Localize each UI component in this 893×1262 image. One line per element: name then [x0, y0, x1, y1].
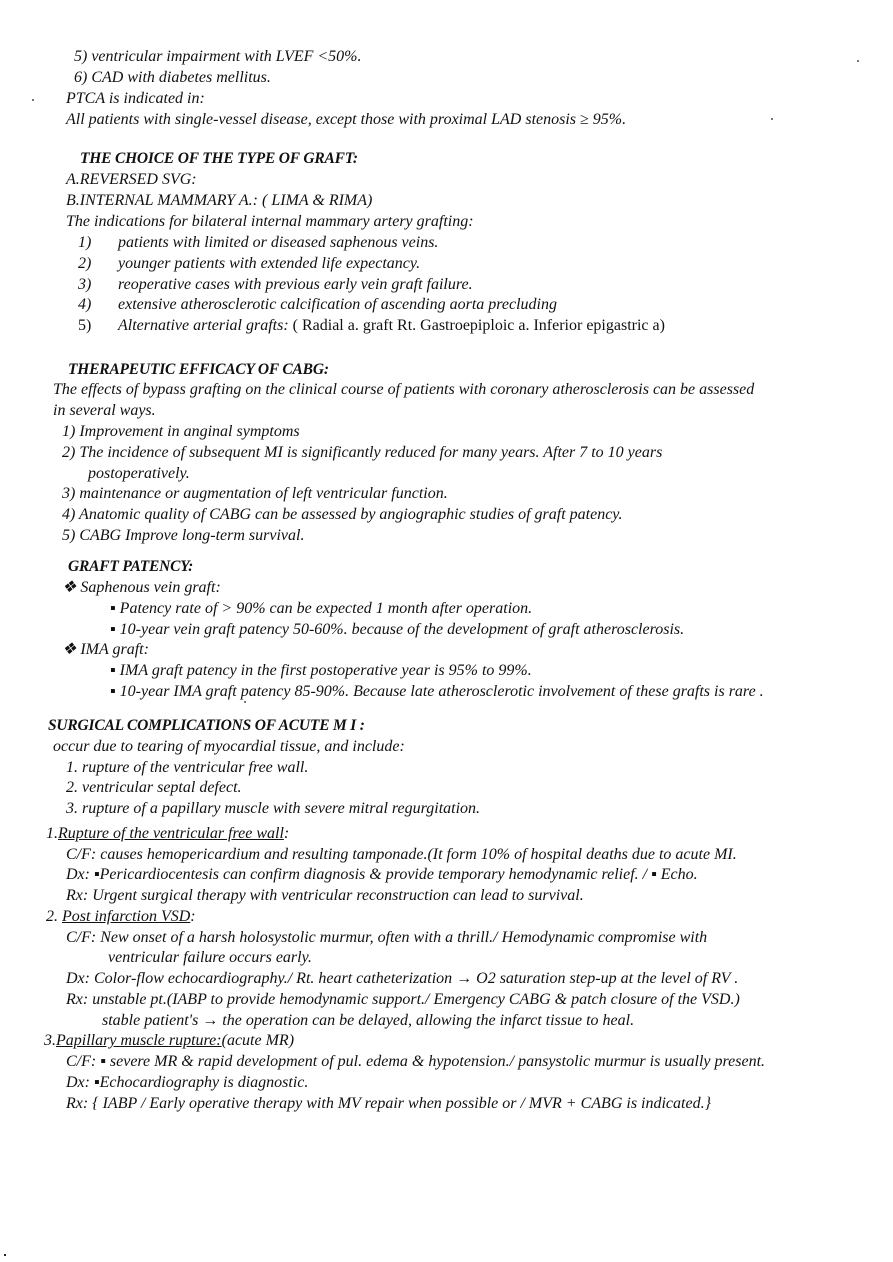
free-wall-rx: Rx: Urgent surgical therapy with ventricular reconstruction can lead to survival.	[66, 887, 584, 904]
free-wall-cf: C/F: causes hemopericardium and resulting tamponade.(It form 10% of hospital deaths due to acute MI.	[66, 846, 737, 863]
bilateral-item	[78, 295, 557, 315]
alternative-grafts-list: ( Radial a. graft Rt. Gastroepiploic a. Inferior epigastric a)	[288, 317, 665, 334]
bilateral-ima-title: The indications for bilateral internal mammary artery grafting:	[66, 213, 474, 230]
vsd-rx: Rx: unstable pt.(IABP to provide hemodynamic support./ Emergency CABG & patch closure of the VSD.)	[66, 991, 740, 1008]
saphenous-bullet: ▪ Patency rate of > 90% can be expected 1 month after operation.	[110, 600, 533, 617]
papillary-rupture-title	[44, 1031, 294, 1051]
graft-choice-heading: THE CHOICE OF THE TYPE OF GRAFT:	[80, 150, 358, 167]
vsd-title	[46, 907, 196, 927]
vsd-rx-cont: stable patient's → the operation can be delayed, allowing the infarct tissue to heal.	[102, 1012, 635, 1029]
ptca-title: PTCA is indicated in:	[66, 90, 205, 107]
section-number: 3.	[44, 1032, 56, 1049]
papillary-rx: Rx: { IABP / Early operative therapy with MV repair when possible or / MVR + CABG is indicated.}	[66, 1095, 711, 1112]
efficacy-intro: The effects of bypass grafting on the clinical course of patients with coronary atherosclerosis can be assessed	[53, 381, 755, 398]
section-title: Rupture of the ventricular free wall	[58, 825, 284, 842]
indication-item-6: 6) CAD with diabetes mellitus.	[74, 69, 271, 86]
item-number: 5)	[78, 317, 92, 334]
bilateral-item	[78, 275, 473, 295]
scan-speck	[4, 1254, 6, 1256]
saphenous-vein-title: ❖ Saphenous vein graft:	[62, 579, 221, 596]
item-number: 1)	[78, 234, 92, 251]
scan-speck	[771, 118, 773, 120]
ima-graft-title: ❖ IMA graft:	[62, 641, 149, 658]
ima-bullet: ▪ IMA graft patency in the first postoperative year is 95% to 99%.	[110, 662, 532, 679]
section-title: Post infarction VSD	[62, 908, 191, 925]
free-wall-rupture-title	[46, 824, 289, 844]
patency-heading: GRAFT PATENCY:	[68, 558, 194, 575]
item-text: reoperative cases with previous early vein graft failure.	[118, 276, 473, 293]
papillary-cf: C/F: ▪ severe MR & rapid development of pul. edema & hypotension./ pansystolic murmur is usually present.	[66, 1053, 766, 1070]
section-number: 1.	[46, 825, 58, 842]
vsd-cf-cont: ventricular failure occurs early.	[108, 949, 312, 966]
efficacy-intro-cont: in several ways.	[53, 402, 156, 419]
indication-item-5: 5) ventricular impairment with LVEF <50%.	[74, 48, 362, 65]
section-title: Papillary muscle rupture:	[56, 1032, 222, 1049]
item-number: 3)	[78, 276, 92, 293]
efficacy-item: 2) The incidence of subsequent MI is significantly reduced for many years. After 7 to 10 years	[62, 444, 663, 461]
bilateral-item	[78, 233, 438, 253]
complication-list-item: 3. rupture of a papillary muscle with severe mitral regurgitation.	[66, 800, 481, 817]
section-subtitle: (acute MR)	[221, 1032, 295, 1049]
item-text: Alternative arterial grafts:	[118, 317, 289, 334]
efficacy-heading: THERAPEUTIC EFFICACY OF CABG:	[68, 361, 329, 378]
efficacy-item: 4) Anatomic quality of CABG can be assessed by angiographic studies of graft patency.	[62, 506, 623, 523]
item-number: 2)	[78, 255, 92, 272]
item-text: younger patients with extended life expectancy.	[118, 255, 421, 272]
saphenous-bullet: ▪ 10-year vein graft patency 50-60%. because of the development of graft atherosclerosis.	[110, 621, 685, 638]
vsd-dx: Dx: Color-flow echocardiography./ Rt. heart catheterization → O2 saturation step-up at the level of RV .	[66, 970, 739, 987]
ima-bullet: ▪ 10-year IMA graft patency 85-90%. Because late atherosclerotic involvement of these grafts is rare .	[110, 683, 764, 700]
efficacy-item: 5) CABG Improve long-term survival.	[62, 527, 305, 544]
complications-intro: occur due to tearing of myocardial tissue, and include:	[53, 738, 405, 755]
ptca-text: All patients with single-vessel disease, except those with proximal LAD stenosis ≥ 95%.	[66, 111, 627, 128]
section-number: 2.	[46, 908, 62, 925]
scan-speck	[857, 60, 859, 62]
bilateral-item	[78, 254, 420, 274]
graft-choice-a: A.REVERSED SVG:	[66, 171, 197, 188]
graft-choice-b: B.INTERNAL MAMMARY A.: ( LIMA & RIMA)	[66, 192, 373, 209]
complication-list-item: 1. rupture of the ventricular free wall.	[66, 759, 309, 776]
item-number: 4)	[78, 296, 92, 313]
item-text: patients with limited or diseased saphenous veins.	[118, 234, 439, 251]
item-text: extensive atherosclerotic calcification of ascending aorta precluding	[118, 296, 557, 313]
vsd-cf: C/F: New onset of a harsh holosystolic murmur, often with a thrill./ Hemodynamic compromise with	[66, 929, 708, 946]
section-colon: :	[283, 825, 290, 842]
scan-speck	[244, 701, 246, 703]
scan-speck	[32, 99, 34, 101]
complications-heading: SURGICAL COMPLICATIONS OF ACUTE M I :	[48, 717, 365, 734]
complication-list-item: 2. ventricular septal defect.	[66, 779, 242, 796]
efficacy-item: 3) maintenance or augmentation of left ventricular function.	[62, 485, 448, 502]
papillary-dx: Dx: ▪Echocardiography is diagnostic.	[66, 1074, 309, 1091]
bilateral-item	[78, 316, 665, 336]
section-colon: :	[190, 908, 196, 925]
efficacy-item: 1) Improvement in anginal symptoms	[62, 423, 300, 440]
free-wall-dx: Dx: ▪Pericardiocentesis can confirm diagnosis & provide temporary hemodynamic relief. / ▪ Echo.	[66, 866, 698, 883]
efficacy-item-cont: postoperatively.	[88, 465, 190, 482]
